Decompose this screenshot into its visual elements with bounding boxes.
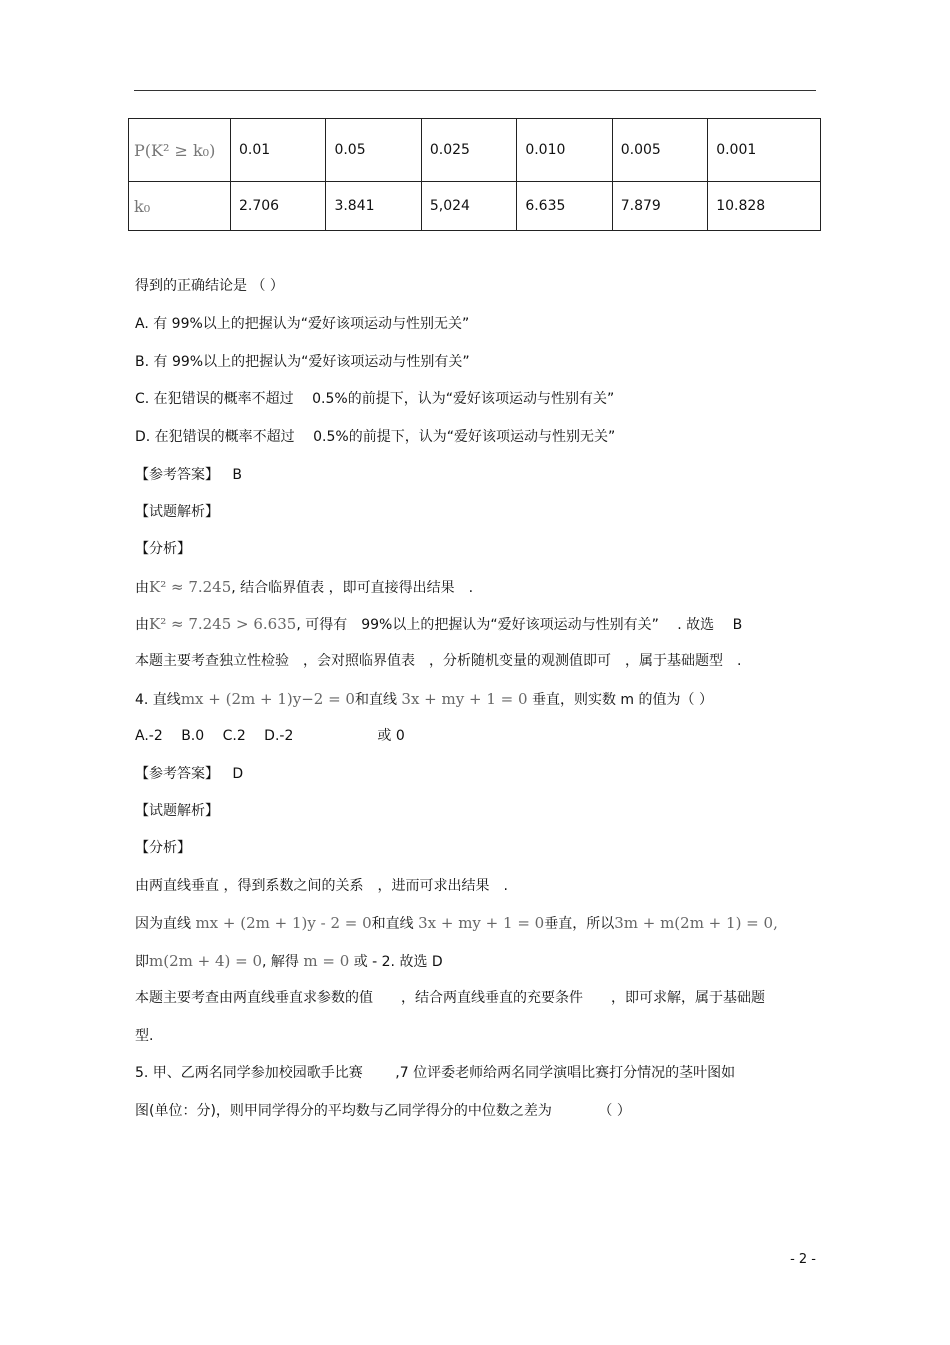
text: , 可得有 99%以上的把握认为“爱好该项运动与性别有关” . 故选 B (296, 617, 743, 633)
q5-stem-line-1: 5. 甲、乙两名同学参加校园歌手比赛 ,7 位评委老师给两名同学演唱比赛打分情况的茎叶图如 (135, 1065, 736, 1081)
text: 即 (135, 954, 149, 970)
text: 和直线 (354, 692, 397, 708)
math-expression: 3x + my + 1 = 0 (401, 690, 528, 708)
math-expression: m = 0 (303, 952, 350, 970)
math-expression: K² ≈ 7.245 (149, 578, 232, 596)
q3-answer (135, 465, 242, 485)
q3-option-d: D. 在犯错误的概率不超过 0.5%的前提下，认为“爱好该项运动与性别无关” (135, 429, 616, 445)
table-cell: 0.01 (231, 119, 326, 182)
q3-option-b: B. 有 99%以上的把握认为“爱好该项运动与性别有关” (135, 354, 470, 370)
q3-analysis-line-2 (135, 614, 742, 635)
table-row (129, 119, 821, 182)
math-expression: 3m + m(2m + 1) = 0, (614, 914, 778, 932)
text: 垂直，则实数 m 的值为（ ） (531, 692, 713, 708)
math-expression: 3x + my + 1 = 0 (418, 914, 545, 932)
header-rule (134, 90, 816, 91)
table-cell: 6.635 (517, 182, 612, 231)
answer-label: 【参考答案】 (135, 766, 219, 782)
q3-option-c: C. 在犯错误的概率不超过 0.5%的前提下，认为“爱好该项运动与性别有关” (135, 391, 615, 407)
text: , 解得 (262, 954, 299, 970)
q3-analysis-line-1 (135, 577, 473, 598)
q4-summary-line-2: 型. (135, 1028, 154, 1044)
q5-stem-line-2: 图(单位：分)，则甲同学得分的平均数与乙同学得分的中位数之差为 （ ） (135, 1103, 631, 1119)
q4-analysis-label: 【试题解析】 (135, 803, 219, 819)
q4-summary-line-1: 本题主要考查由两直线垂直求参数的值 ，结合两直线垂直的充要条件 ，即可求解，属于基础题 (135, 990, 765, 1006)
math-expression: K² ≈ 7.245 > 6.635 (149, 615, 297, 633)
critical-value-table (128, 118, 821, 231)
q4-stem (135, 689, 713, 710)
page-number: - 2 - (790, 1252, 816, 1267)
table-cell: 0.05 (326, 119, 421, 182)
text: 垂直，所以 (544, 916, 615, 932)
q4-analysis-line-3 (135, 951, 443, 972)
table-cell: 0.001 (708, 119, 821, 182)
text: 由 (135, 617, 149, 633)
table-cell: 10.828 (708, 182, 821, 231)
answer-value: D (232, 766, 244, 782)
q4-options: A.-2 B.0 C.2 D.-2 或 0 (135, 728, 405, 744)
q4-answer (135, 764, 243, 784)
text: 或 - 2. 故选 D (353, 954, 443, 970)
text: 因为直线 (135, 916, 191, 932)
q3-option-a: A. 有 99%以上的把握认为“爱好该项运动与性别无关” (135, 316, 470, 332)
table-cell: 3.841 (326, 182, 421, 231)
q3-stem: 得到的正确结论是 （ ） (135, 278, 284, 294)
math-expression: mx + (2m + 1)y−2 = 0 (180, 690, 355, 708)
table-cell: 0.005 (612, 119, 707, 182)
answer-value: B (232, 467, 242, 483)
text: 和直线 (371, 916, 414, 932)
table-header-k0: k₀ (129, 182, 231, 231)
table-row (129, 182, 821, 231)
q4-fenxi-label: 【分析】 (135, 840, 191, 856)
table-cell: 0.025 (421, 119, 516, 182)
q4-analysis-line-1: 由两直线垂直 ，得到系数之间的关系 ，进而可求出结果 . (135, 878, 508, 894)
q3-fenxi-label: 【分析】 (135, 541, 191, 557)
text: 由 (135, 580, 149, 596)
text: 4. 直线 (135, 692, 181, 708)
q3-summary: 本题主要考查独立性检验 ，会对照临界值表 ，分析随机变量的观测值即可 ，属于基础题型 . (135, 653, 742, 669)
table-header-probability: P(K² ≥ k₀) (129, 119, 231, 182)
text: , 结合临界值表 ，即可直接得出结果 . (231, 580, 474, 596)
table-cell: 0.010 (517, 119, 612, 182)
q3-analysis-label: 【试题解析】 (135, 504, 219, 520)
q4-analysis-line-2 (135, 913, 778, 934)
table-cell: 5,024 (421, 182, 516, 231)
math-expression: mx + (2m + 1)y - 2 = 0 (195, 914, 372, 932)
table-cell: 7.879 (612, 182, 707, 231)
math-expression: m(2m + 4) = 0 (149, 952, 262, 970)
table-cell: 2.706 (231, 182, 326, 231)
answer-label: 【参考答案】 (135, 467, 219, 483)
